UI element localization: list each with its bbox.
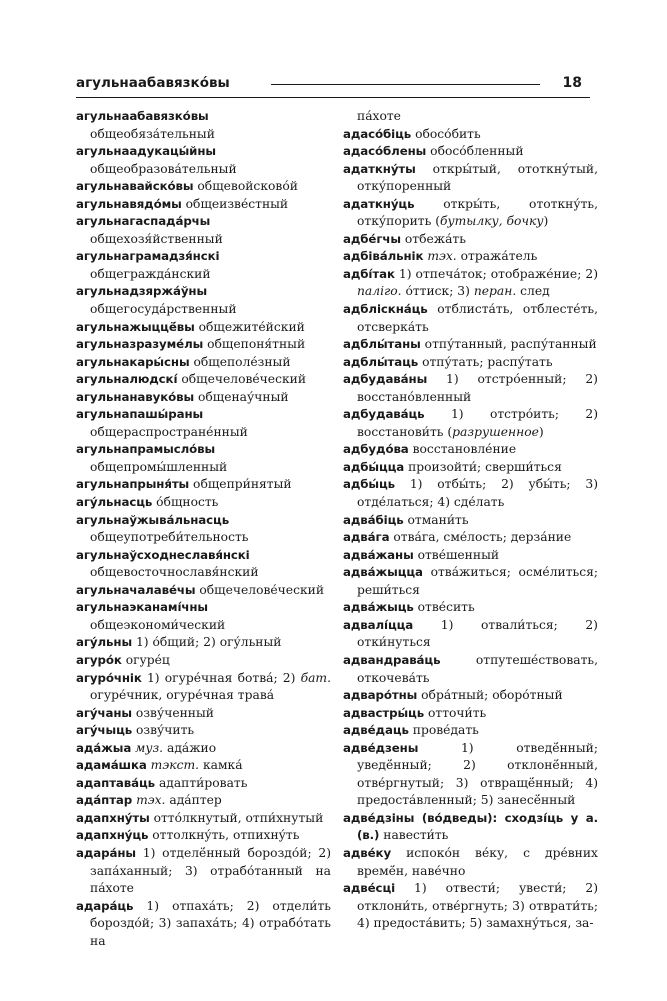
translation: отража́тель [456, 249, 538, 264]
translation: прове́дать [412, 723, 479, 738]
headword: адбудава́ць [343, 407, 425, 422]
translation: общеупотреби́тельность [90, 530, 249, 545]
dictionary-entry [343, 599, 598, 617]
dictionary-entry [76, 670, 331, 705]
translation: огуре́чник, огуре́чная трава́ [90, 688, 275, 703]
dictionary-entry [343, 722, 598, 740]
dictionary-entry [343, 529, 598, 547]
translation: ) [543, 214, 549, 229]
page-header [76, 73, 590, 99]
translation: обосо́бленный [430, 144, 524, 159]
headword: агульнадзяржа́ўны [76, 284, 208, 299]
dictionary-entry [76, 810, 331, 828]
translation: общеполе́зный [193, 354, 291, 369]
grammar-label: бутылку, бочку [440, 214, 544, 229]
translation: о́ттиск; 3) [401, 284, 474, 299]
headword: агульнаабавязко́вы [76, 109, 209, 123]
headword: адве́дзены [343, 740, 419, 755]
translation: отточи́ть [427, 705, 487, 720]
headword: адве́дзіны (во́дведы): сходзі́ць у а. (в.) [343, 810, 598, 843]
headword: агу́льнасць [76, 495, 153, 510]
headword: адбы́цца [343, 459, 405, 474]
headword: адбудава́ны [343, 372, 428, 387]
translation: 1) о́бщий; 2) огу́льный [135, 635, 282, 650]
dictionary-entry [76, 512, 331, 547]
headword: агульнавайско́вы [76, 179, 194, 194]
headword: ада́птар [76, 793, 133, 808]
dictionary-entry [343, 266, 598, 301]
headword: адапхну́ць [76, 828, 149, 843]
headword: агульнаграмадзя́нскі [76, 249, 220, 264]
headword: адва́біць [343, 512, 404, 527]
grammar-label: тэх. [427, 249, 457, 264]
dictionary-entry [343, 108, 598, 126]
dictionary-entry [343, 301, 598, 336]
dictionary-entry [343, 126, 598, 144]
dictionary-entry [343, 143, 598, 161]
grammar-label: перан. [473, 284, 517, 299]
translation: общеобяза́тельный [90, 126, 215, 141]
dictionary-entry [76, 406, 331, 441]
headword: адвалі́цца [343, 617, 414, 632]
dictionary-entry [343, 810, 598, 845]
dictionary-entry [76, 740, 331, 758]
translation: общегражда́нский [90, 266, 211, 281]
headword: ада́жыа [76, 740, 132, 755]
translation: адапти́ровать [158, 775, 248, 790]
translation: 1) отведё́нный; уведё́нный; 2) отклонё́нный, отве́ргнутый; 3) отвращё́нный; 4) предоста́вленный; 5) занесё́нный [357, 740, 598, 808]
translation: общенау́чный [197, 389, 289, 404]
translation: произойти́; сверши́ться [408, 459, 562, 474]
translation: общеобразова́тельный [90, 161, 237, 176]
headword: адва́жыцца [343, 565, 423, 580]
grammar-label: разрушенное [452, 424, 539, 439]
headword: агульнаўжыва́льнасць [76, 512, 230, 527]
dictionary-entry [76, 354, 331, 372]
headword: агу́чыць [76, 723, 133, 738]
headword: адапхну́ты [76, 810, 150, 825]
grammar-label: муз. [135, 740, 164, 755]
dictionary-entry [343, 547, 598, 565]
translation: навести́ть [383, 828, 449, 843]
running-head: агульнаабавязко́вы [76, 75, 230, 91]
headword: адвастры́ць [343, 705, 425, 720]
dictionary-entry [76, 319, 331, 337]
dictionary-entry [343, 564, 598, 599]
dictionary-entry [76, 108, 331, 143]
dictionary-entry [76, 722, 331, 740]
headword: агульначалаве́чы [76, 582, 196, 597]
translation: общевосточнославя́нский [90, 565, 259, 580]
headword: адве́даць [343, 723, 409, 738]
translation: откры́тый, ототкну́тый, отку́поренный [357, 161, 598, 194]
headword: адара́ць [76, 898, 134, 913]
headword: агульналюдскі́ [76, 372, 178, 387]
grammar-label: тэкст. [150, 758, 200, 773]
left-column [76, 108, 331, 950]
dictionary-entry [76, 775, 331, 793]
translation: след [516, 284, 550, 299]
header-underline [76, 97, 590, 98]
headword: адва́жаны [343, 547, 414, 562]
grammar-label: бат. [300, 670, 331, 685]
translation: озву́чить [136, 723, 195, 738]
headword: адасо́блены [343, 144, 427, 159]
translation: 1) отвали́ться; 2) отки́нуться [357, 617, 598, 650]
headword: адбіва́льнік [343, 249, 424, 264]
headword: агульнаадукацы́йны [76, 144, 216, 159]
headword: адблы́таць [343, 354, 419, 369]
dictionary-entry [76, 898, 331, 951]
headword: агульнажыццё́вы [76, 319, 195, 334]
headword: агульнаўсходнеславя́нскі [76, 547, 250, 562]
dictionary-entry [343, 459, 598, 477]
dictionary-entry [343, 705, 598, 723]
grammar-label: тэх. [136, 793, 166, 808]
dictionary-entry [76, 757, 331, 775]
translation: отбежа́ть [404, 231, 466, 246]
translation: 1) отвести́; увести́; 2) отклони́ть, отве́ргнуть; 3) отврати́ть; 4) предоста́вить; 5) замахну́ться, за- [357, 881, 598, 931]
translation: общегосуда́рственный [90, 302, 237, 317]
dictionary-entry [76, 283, 331, 318]
dictionary-entry [76, 845, 331, 898]
dictionary-entry [343, 740, 598, 810]
translation: камка́ [199, 758, 243, 773]
dictionary-entry [343, 354, 598, 372]
dictionary-entry [343, 687, 598, 705]
grammar-label: паліго. [357, 284, 402, 299]
dictionary-entry [76, 476, 331, 494]
dictionary-entry [76, 441, 331, 476]
dictionary-entry [76, 634, 331, 652]
dictionary-entry [76, 371, 331, 389]
translation: испоко́н ве́ку, с дре́вних времё́н, наве́чно [357, 845, 598, 878]
translation: озву́ченный [135, 705, 214, 720]
translation: огуре́ц [125, 652, 170, 667]
translation: 1) отпаха́ть; 2) отдели́ть бороздо́й; 3) запаха́ть; 4) отрабо́тать на [90, 898, 331, 948]
translation: общепоня́тный [207, 337, 306, 352]
dictionary-entry [343, 406, 598, 441]
dictionary-entry [76, 827, 331, 845]
dictionary-entry [343, 248, 598, 266]
headword: агульнапрамысло́вы [76, 442, 216, 457]
headword: адасо́біць [343, 126, 412, 141]
dictionary-entry [343, 161, 598, 196]
headword: агульнакары́сны [76, 354, 190, 369]
translation: общевойсково́й [197, 179, 298, 194]
headword: адва́жыць [343, 600, 414, 615]
translation: 1) отстро́енный; 2) восстано́вленный [357, 372, 598, 404]
translation: 1) отделё́нный бороздо́й; 2) запа́ханный; 3) отрабо́танный на па́хоте [90, 845, 331, 896]
page-number: 18 [562, 75, 582, 91]
dictionary-entry [76, 652, 331, 670]
translation: общечелове́ческий [181, 372, 307, 387]
headword: адбліскна́ць [343, 302, 428, 317]
headword: агульнанавуко́вы [76, 389, 195, 404]
headword: адара́ны [76, 845, 136, 860]
translation: общеэкономи́ческий [90, 617, 226, 632]
translation: отве́шенный [417, 547, 500, 562]
headword: агульнапрыня́ты [76, 477, 190, 492]
translation: па́хоте [357, 109, 401, 123]
translation: восстановле́ние [412, 442, 517, 457]
dictionary-entry [76, 494, 331, 512]
headword: адве́сці [343, 881, 396, 896]
translation: отпу́танный, распу́танный [424, 337, 597, 352]
dictionary-entry [343, 512, 598, 530]
dictionary-entry [343, 652, 598, 687]
header-rule [271, 84, 540, 85]
dictionary-entry [76, 705, 331, 723]
headword: адваро́тны [343, 688, 418, 703]
translation: общепромы́шленный [90, 459, 228, 474]
dictionary-entry [76, 792, 331, 810]
translation: общепри́нятый [193, 477, 292, 492]
dictionary-entry [76, 599, 331, 634]
dictionary-entry [343, 441, 598, 459]
dictionary-entry [343, 336, 598, 354]
translation: отве́сить [417, 600, 475, 615]
headword: адбы́ць [343, 477, 395, 492]
headword: адблы́таны [343, 337, 421, 352]
headword: адбудо́ва [343, 442, 409, 457]
headword: агульназразуме́лы [76, 337, 204, 352]
dictionary-entry [76, 547, 331, 582]
translation: отпу́тать; распу́тать [422, 354, 553, 369]
dictionary-entry [343, 880, 598, 933]
translation: 1) отстро́ить; 2) восстанови́ть ( [357, 407, 598, 439]
dictionary-entry [76, 213, 331, 248]
translation: откры́ть, ототкну́ть, отку́порить ( [357, 196, 598, 229]
translation: 1) отпеча́ток; отображе́ние; 2) [398, 266, 598, 281]
translation: отмани́ть [407, 512, 469, 527]
headword: адбі́так [343, 266, 395, 281]
headword: адве́ку [343, 845, 392, 860]
translation: отто́лкнутый, отпи́хнутый [153, 810, 324, 825]
dictionary-entry [343, 845, 598, 880]
headword: адвандрава́ць [343, 652, 441, 667]
headword: агульнаэканамі́чны [76, 600, 209, 615]
translation: отблиста́ть, отблесте́ть, отсверка́ть [357, 302, 598, 334]
dictionary-entry [76, 248, 331, 283]
translation: общечелове́ческий [199, 582, 325, 597]
translation: ) [538, 424, 544, 439]
dictionary-entry [343, 231, 598, 249]
translation: ада́жио [163, 740, 217, 755]
headword: адама́шка [76, 758, 147, 773]
translation: 1) огуре́чная ботва́; 2) [146, 670, 301, 685]
dictionary-entry [76, 196, 331, 214]
translation: общежите́йский [198, 319, 305, 334]
headword: агульнагаспада́рчы [76, 214, 211, 229]
headword: агульнавядо́мы [76, 196, 182, 211]
dictionary-entry [76, 336, 331, 354]
dictionary-entry [76, 143, 331, 178]
dictionary-entry [76, 389, 331, 407]
headword: адаптава́ць [76, 775, 156, 790]
translation: обра́тный; оборо́тный [421, 688, 563, 703]
headword: агуро́чнік [76, 670, 142, 685]
translation: 1) отбы́ть; 2) убы́ть; 3) отде́латься; 4) сде́лать [357, 477, 598, 510]
translation: отва́га, сме́лость; дерза́ние [393, 530, 572, 545]
headword: адбе́гчы [343, 231, 401, 246]
headword: агуро́к [76, 652, 122, 667]
translation: общераспростране́нный [90, 424, 248, 439]
headword: агу́льны [76, 635, 133, 650]
dictionary-entry [343, 617, 598, 652]
translation: оттолкну́ть, отпихну́ть [152, 828, 300, 843]
headword: агульнапашы́раны [76, 407, 204, 422]
dictionary-entry [76, 178, 331, 196]
headword: адва́га [343, 530, 390, 545]
translation: общехозя́йственный [90, 231, 223, 246]
translation: отпутеше́ствовать, откочева́ть [357, 652, 598, 685]
translation: о́бщность [156, 495, 219, 510]
right-column [343, 108, 598, 933]
dictionary-entry [343, 371, 598, 406]
headword: агу́чаны [76, 705, 132, 720]
dictionary-entry [343, 476, 598, 511]
dictionary-entry [76, 582, 331, 600]
headword: адаткну́ць [343, 196, 415, 211]
translation: обосо́бить [415, 126, 481, 141]
dictionary-entry [343, 196, 598, 231]
translation: ада́птер [165, 793, 222, 808]
translation: отва́житься; осме́литься; реши́ться [357, 565, 598, 597]
headword: адаткну́ты [343, 161, 416, 176]
translation: общеизве́стный [185, 196, 289, 211]
